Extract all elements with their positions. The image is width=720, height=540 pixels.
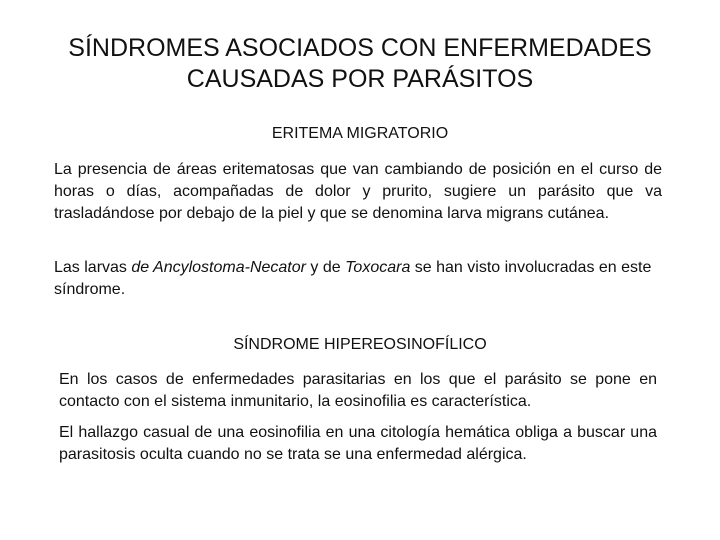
text-segment: Las larvas: [54, 259, 132, 276]
italic-genus-toxocara: Toxocara: [345, 259, 411, 276]
section-heading-sindrome-hipereosinofilico: SÍNDROME HIPEREOSINOFÍLICO: [233, 336, 487, 353]
slide-title-line-1: SÍNDROMES ASOCIADOS CON ENFERMEDADES: [68, 34, 652, 62]
text-segment: se han visto involucradas en este síndrome.: [54, 259, 652, 298]
text-segment: y de: [305, 259, 346, 276]
paragraph-hipereosinofilico-hallazgo: El hallazgo casual de una eosinofilia en una citología hemática obliga a buscar una parasitosis oculta cuando no se trata se una enfermedad alérgica.: [59, 424, 657, 463]
slide-title-line-2: CAUSADAS POR PARÁSITOS: [186, 65, 534, 93]
paragraph-eritema-description: La presencia de áreas eritematosas que van cambiando de posición en el curso de horas o días, acompañadas de dolor y prurito, sugiere un parásito que va trasladándose por debajo de la piel y que se denomina larva migrans cutánea.: [54, 161, 662, 222]
paragraph-eritema-larvas: [54, 257, 662, 301]
section-heading-eritema-migratorio: ERITEMA MIGRATORIO: [271, 125, 449, 142]
paragraph-hipereosinofilico-eosinofilia: En los casos de enfermedades parasitarias en los que el parásito se pone en contacto con el sistema inmunitario, la eosinofilia es característica.: [59, 371, 657, 410]
slide-title: [20, 33, 700, 95]
italic-genus-ancylostoma-necator: de Ancylostoma-Necator: [131, 259, 306, 276]
